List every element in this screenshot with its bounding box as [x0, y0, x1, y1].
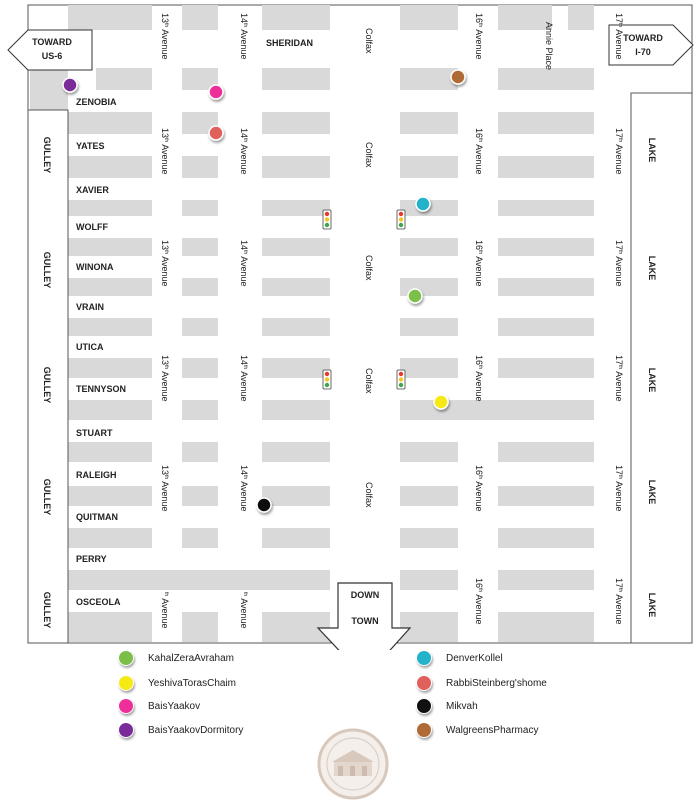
ave-16-label: 16th Avenue	[474, 240, 484, 287]
legend-label: Mikvah	[446, 700, 478, 712]
legend-label: DenverKollel	[446, 652, 503, 664]
toward-us6-line1: TOWARD	[32, 37, 72, 47]
toward-us6-line2: US-6	[41, 51, 63, 61]
ave-16-label: 16th Avenue	[474, 128, 484, 175]
street-tennyson: TENNYSON	[76, 384, 127, 394]
legend-dot	[416, 675, 432, 691]
ave-17-label: 17th Avenue	[614, 128, 624, 175]
legend-item	[118, 675, 236, 691]
legend-label: RabbiSteinberg'shome	[446, 677, 547, 689]
street-stuart: STUART	[76, 428, 113, 438]
ave-14-label: 14th Avenue	[239, 465, 249, 512]
ave-16-label: 16th Avenue	[474, 465, 484, 512]
ave-13-label: $^{th}$ Avenue	[160, 592, 170, 629]
street-sheridan: SHERIDAN	[266, 38, 314, 48]
legend-dot	[416, 650, 432, 666]
street-yates: YATES	[76, 141, 105, 151]
ave-17-label: 17th Avenue	[614, 240, 624, 287]
legend-dot	[416, 722, 432, 738]
legend-item	[416, 650, 503, 666]
ave-13-label: 13th Avenue	[160, 240, 170, 287]
toward-us6-arrow	[8, 30, 92, 70]
traffic-light-icon	[397, 370, 405, 389]
street-utica: UTICA	[76, 342, 104, 352]
gulley-label: GULLEY	[42, 251, 52, 289]
marker-bais-yaakov-dormitory[interactable]	[63, 78, 77, 92]
ave-16-label: 16th Avenue	[474, 13, 484, 60]
legend-dot	[118, 675, 134, 691]
legend-item	[118, 698, 200, 714]
ave-13-label: 13th Avenue	[160, 128, 170, 175]
colfax-label: Colfax	[364, 142, 374, 168]
traffic-light-icon	[323, 210, 331, 229]
marker-kahal-zera-avraham[interactable]	[408, 289, 422, 303]
downtown-line2: TOWN	[351, 616, 379, 626]
street-wolff: WOLFF	[76, 222, 108, 232]
gulley-label: GULLEY	[42, 366, 52, 404]
downtown-line1: DOWN	[350, 590, 380, 600]
legend-dot	[118, 698, 134, 714]
ave-17-label: 17th Avenue	[614, 13, 624, 60]
legend-item	[416, 722, 538, 738]
ave-14-label: 14th Avenue	[239, 128, 249, 175]
ave-16-label: 16th Avenue	[474, 355, 484, 402]
colfax-label: Colfax	[364, 368, 374, 394]
colfax-label: Colfax	[364, 28, 374, 54]
ave-14-label: 14th Avenue	[239, 355, 249, 402]
legend-item	[118, 722, 243, 738]
colfax-label: Colfax	[364, 482, 374, 508]
legend-label: BaisYaakovDormitory	[148, 724, 244, 736]
lake-strip	[631, 93, 692, 643]
marker-denver-kollel[interactable]	[416, 197, 430, 211]
legend-label: YeshivaTorasChaim	[148, 677, 237, 689]
gulley-label: GULLEY	[42, 136, 52, 174]
lake-label: LAKE	[647, 479, 657, 505]
legend-dot	[118, 722, 134, 738]
traffic-light-icon	[323, 370, 331, 389]
ave-17-label: 17th Avenue	[614, 578, 624, 625]
ave-13-label: 13th Avenue	[160, 355, 170, 402]
ave-14-label: $^{th}$ Avenue	[239, 592, 249, 629]
legend-item	[118, 650, 234, 666]
legend-label: WalgreensPharmacy	[446, 724, 539, 736]
lake-label: LAKE	[647, 137, 657, 163]
street-zenobia: ZENOBIA	[76, 97, 117, 107]
traffic-light-icon	[397, 210, 405, 229]
ave-14-label: 14th Avenue	[239, 240, 249, 287]
ave-17-label: 17th Avenue	[614, 465, 624, 512]
ave-13-label: 13th Avenue	[160, 13, 170, 60]
ave-17-label: 17th Avenue	[614, 355, 624, 402]
ave-13-label: 13th Avenue	[160, 465, 170, 512]
toward-i70-line1: TOWARD	[623, 33, 663, 43]
marker-walgreens-pharmacy[interactable]	[451, 70, 465, 84]
legend-label: BaisYaakov	[148, 700, 201, 712]
ave-16-label: 16th Avenue	[474, 578, 484, 625]
street-raleigh: RALEIGH	[76, 470, 117, 480]
street-quitman: QUITMAN	[76, 512, 118, 522]
annie-place-label: Annie Place	[544, 22, 554, 71]
legend-dot	[416, 698, 432, 714]
colfax-label: Colfax	[364, 255, 374, 281]
community-seal-logo	[308, 724, 398, 800]
street-vrain: VRAIN	[76, 302, 105, 312]
marker-yeshiva-toras-chaim[interactable]	[434, 395, 448, 409]
gulley-label: GULLEY	[42, 478, 52, 516]
street-xavier: XAVIER	[76, 185, 109, 195]
legend-item	[416, 675, 547, 691]
lake-label: LAKE	[647, 592, 657, 618]
ave-14-label: 14th Avenue	[239, 13, 249, 60]
street-winona: WINONA	[76, 262, 114, 272]
legend-label: KahalZeraAvraham	[148, 652, 234, 664]
legend-item	[416, 698, 478, 714]
lake-label: LAKE	[647, 367, 657, 393]
street-perry: PERRY	[76, 554, 107, 564]
toward-i70-line2: I-70	[635, 47, 651, 57]
marker-mikvah[interactable]	[257, 498, 271, 512]
street-osceola: OSCEOLA	[76, 597, 121, 607]
marker-bais-yaakov[interactable]	[209, 85, 223, 99]
legend-dot	[118, 650, 134, 666]
marker-rabbi-steinbergs-home[interactable]	[209, 126, 223, 140]
lake-label: LAKE	[647, 255, 657, 281]
gulley-label: GULLEY	[42, 591, 52, 629]
